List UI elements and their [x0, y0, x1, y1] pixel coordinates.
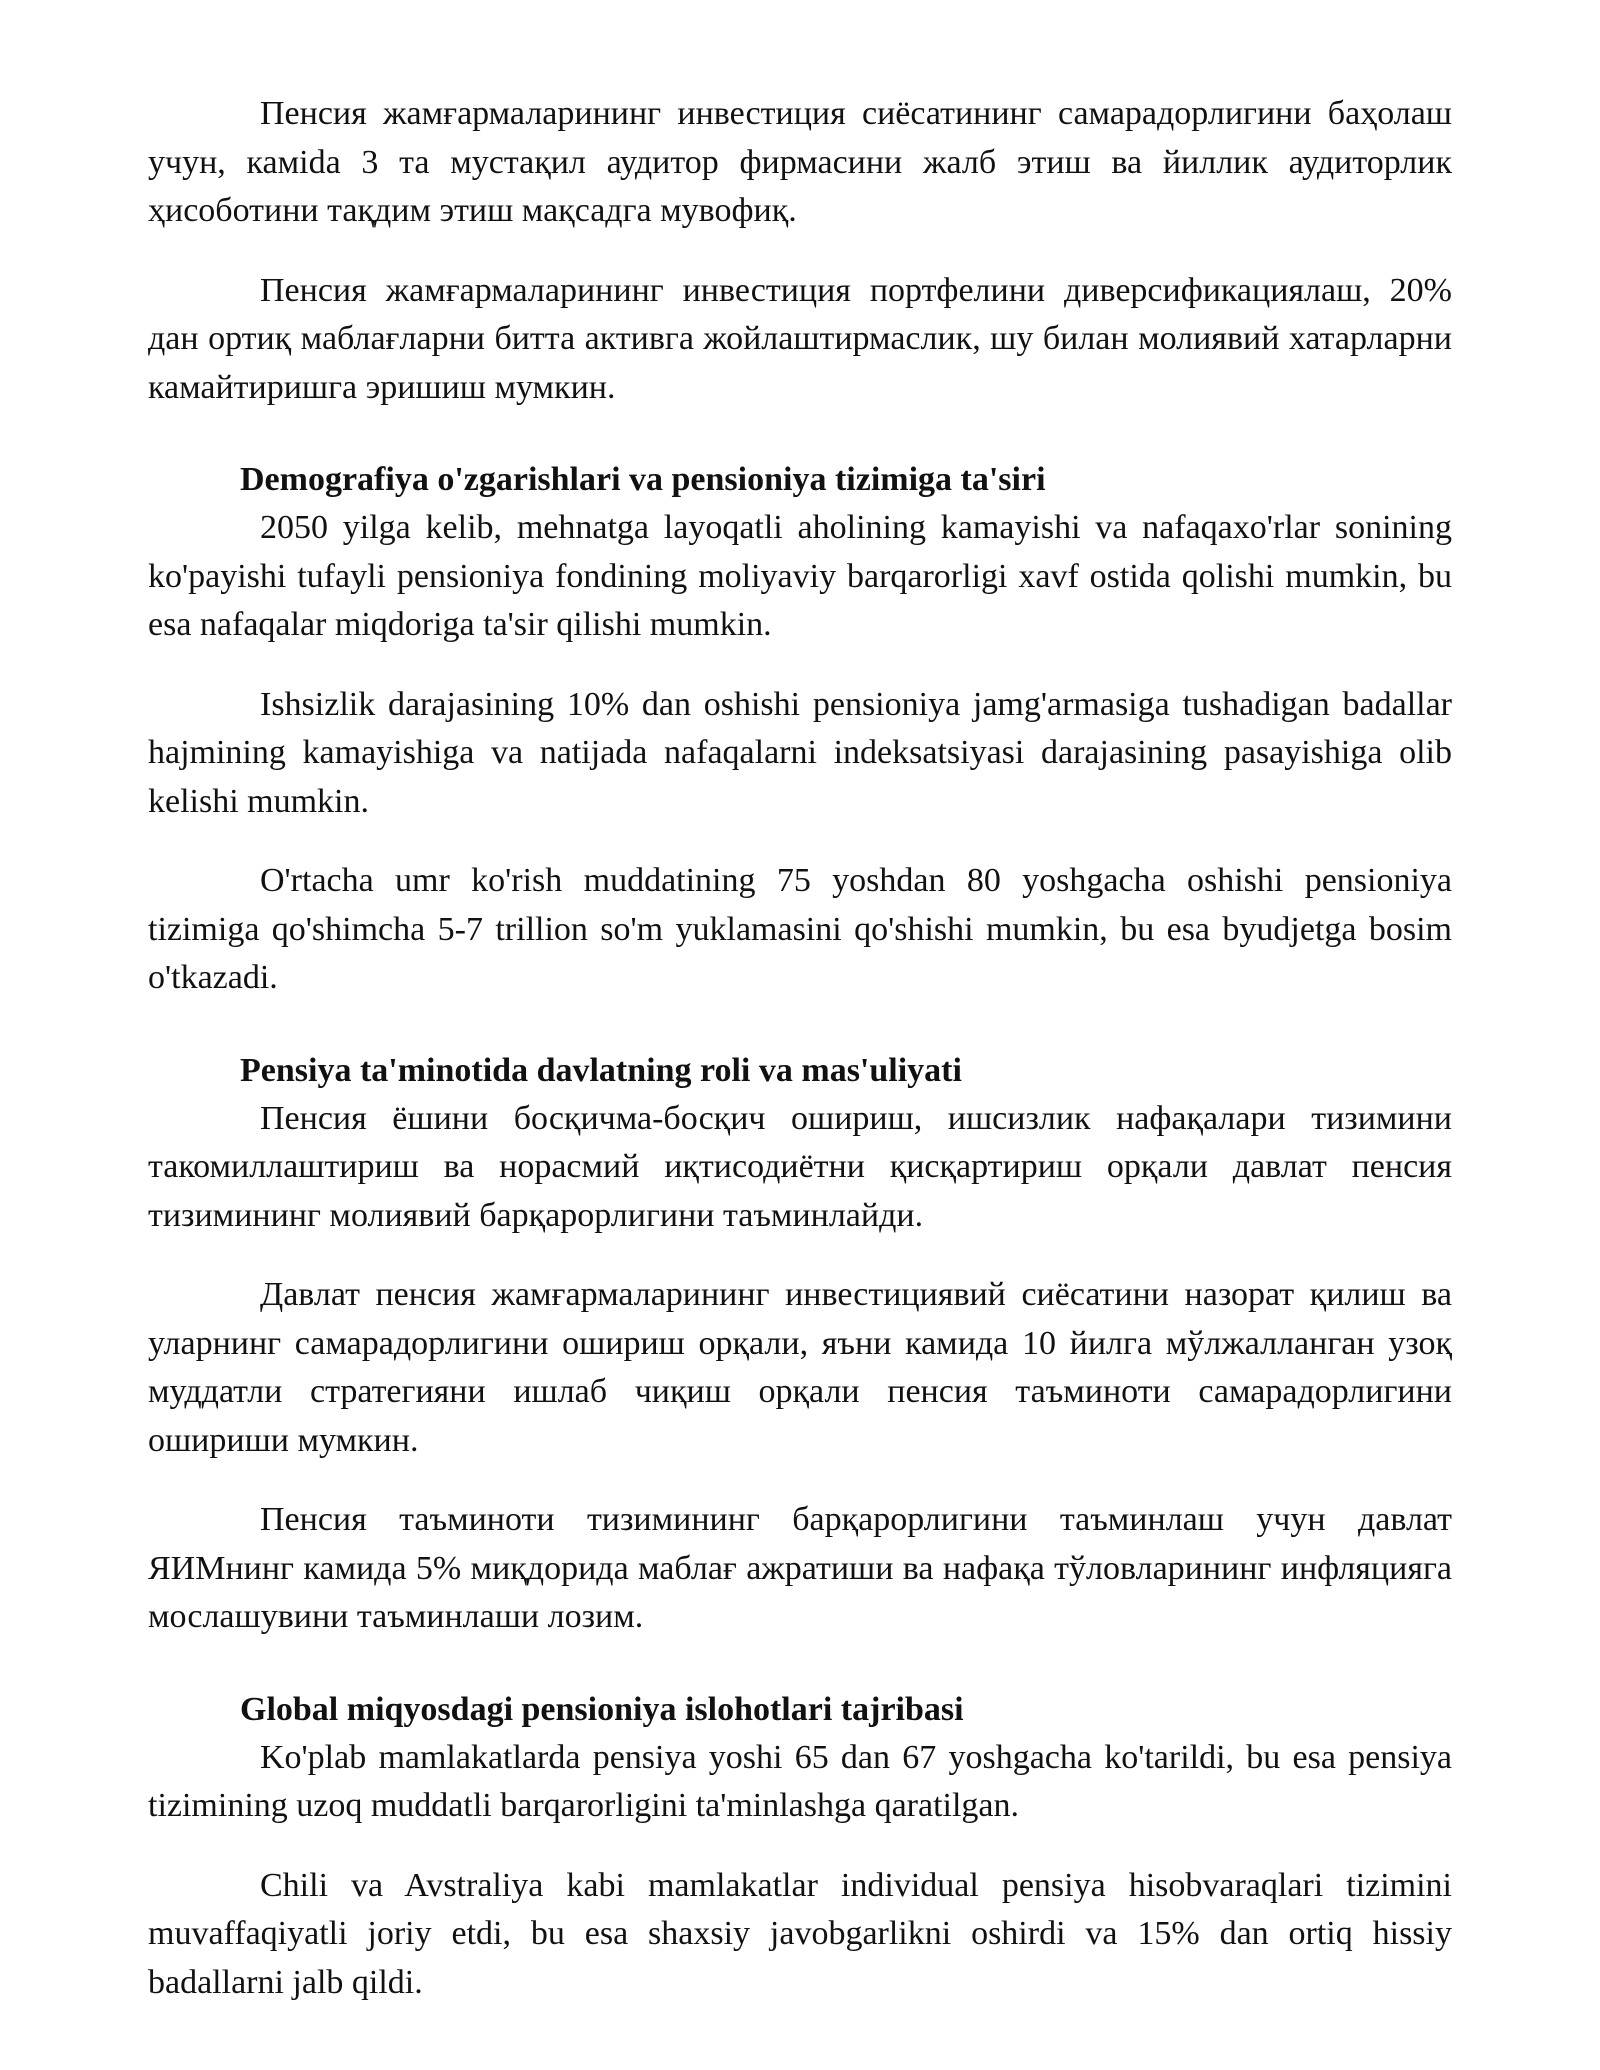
section-heading-state-role: Pensiya ta'minotida davlatning roli va mas'uliyati: [240, 1051, 962, 1089]
paragraph-portfolio-diversification: Пенсия жамғармаларининг инвестиция портфелини диверсификациялаш, 20% дан ортиқ маблағларни битта активга жойлаштирмаслик, шу билан молиявий хатарларни камайтиришга эришиш мумкин.: [148, 271, 1452, 406]
paragraph-retirement-age-increase: Ko'plab mamlakatlarda pensiya yoshi 65 dan 67 yoshgacha ko'tarildi, bu esa pensiya tizimining uzoq muddatli barqarorligini ta'minlashga qaratilgan.: [148, 1738, 1452, 1824]
section-heading-demography: Demografiya o'zgarishlari va pensioniya tizimiga ta'siri: [240, 461, 1046, 498]
paragraph-pension-audit: Пенсия жамғармаларининг инвестиция сиёсатининг самарадорлигини баҳолаш учун, камida 3 та мустақил аудитор фирмасини жалб этиш ва йиллик аудиторлик ҳисоботини тақдим этиш мақсадга мувофиқ.: [148, 95, 1452, 229]
paragraph-workforce-decline: 2050 yilga kelib, mehnatga layoqatli aholining kamayishi va nafaqaxo'rlar sonining ko'payishi tufayli pensioniya fondining moliyaviy barqarorligi xavf ostida qolishi mumkin, bu esa nafaqalar miqdoriga ta'sir qilishi mumkin.: [148, 509, 1452, 643]
paragraph-life-expectancy: O'rtacha umr ko'rish muddatining 75 yoshdan 80 yoshgacha oshishi pensioniya tizimiga qo'shimcha 5-7 trillion so'm yuklamasini qo'shishi mumkin, bu esa byudjetga bosim o'tkazadi.: [148, 862, 1452, 996]
paragraph-investment-policy: Давлат пенсия жамғармаларининг инвестициявий сиёсатини назорат қилиш ва уларнинг самарадорлигини ошириш орқали, яъни камида 10 йилга мўлжалланган узоқ муддатли стратегияни ишлаб чиқиш орқали пенсия таъминоти самарадорлигини ошириши мумкин.: [148, 1276, 1452, 1459]
document-page: [148, 90, 1452, 2007]
paragraph-unemployment: Ishsizlik darajasining 10% dan oshishi pensioniya jamg'armasiga tushadigan badallar hajmining kamayishiga va natijada nafaqalarni indeksatsiyasi darajasining pasayishiga olib kelishi mumkin.: [148, 685, 1452, 820]
paragraph-retirement-age: Пенсия ёшини босқичма-босқич ошириш, ишсизлик нафақалари тизимини такомиллаштириш ва норасмий иқтисодиётни қисқартириш орқали давлат пенсия тизимининг молиявий барқарорлигини таъминлайди.: [148, 1099, 1452, 1234]
section-heading-global-reforms: Global miqyosdagi pensioniya islohotlari tajribasi: [240, 1690, 964, 1728]
paragraph-individual-accounts: Chili va Avstraliya kabi mamlakatlar individual pensiya hisobvaraqlari tizimini muvaffaqiyatli joriy etdi, bu esa shaxsiy javobgarlikni oshirdi va 15% dan ortiq hissiy badallarni jalb qildi.: [148, 1866, 1452, 2001]
paragraph-gdp-funding: Пенсия таъминоти тизимининг барқарорлигини таъминлаш учун давлат ЯИМнинг камида 5% миқдорида маблағ ажратиши ва нафақа тўловларининг инфляцияга мослашувини таъминлаши лозим.: [148, 1501, 1452, 1635]
